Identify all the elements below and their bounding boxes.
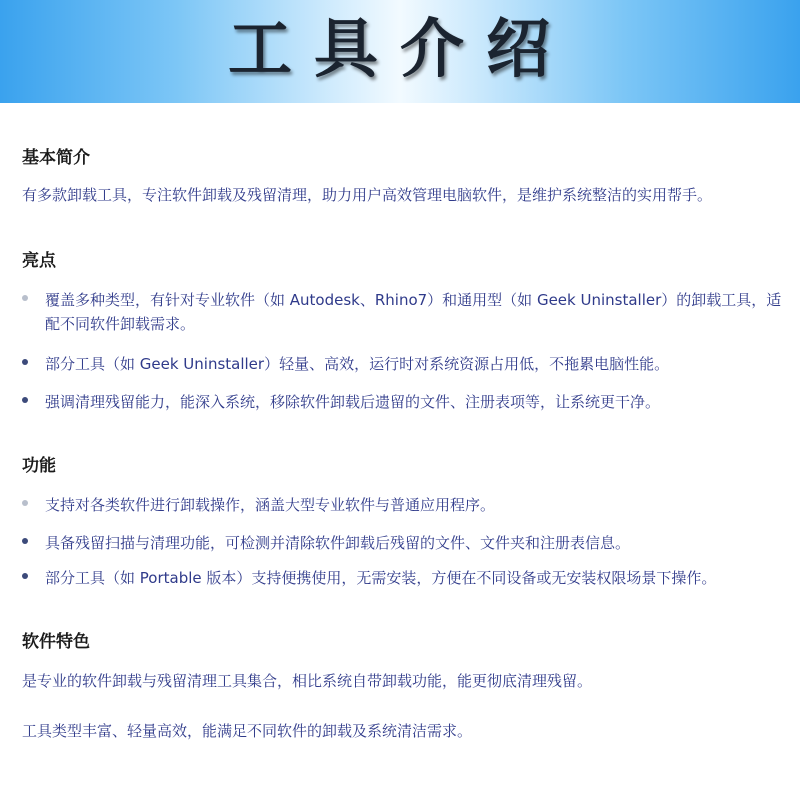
feature-item [22,531,792,555]
bullet-dot-icon [22,295,28,301]
section-title-intro: 基本简介 [22,148,90,168]
characteristics-paragraph: 是专业的软件卸载与残留清理工具集合，相比系统自带卸载功能，能更彻底清理残留。 [22,672,593,690]
feature-item [22,493,792,517]
header-banner [0,0,800,103]
bullet-dot-icon [22,500,28,506]
feature-item [22,566,792,590]
highlight-item-text: 覆盖多种类型，有针对专业软件（如 Autodesk、Rhino7）和通用型（如 Geek Uninstaller）的卸载工具，适配不同软件卸载需求。 [45,291,782,333]
intro-paragraph: 有多款卸载工具，专注软件卸载及残留清理，助力用户高效管理电脑软件，是维护系统整洁的实用帮手。 [22,186,713,204]
section-title-highlights: 亮点 [22,251,56,271]
feature-item-text: 部分工具（如 Portable 版本）支持便携使用，无需安装，方便在不同设备或无安装权限场景下操作。 [45,569,717,587]
feature-item-text: 具备残留扫描与清理功能，可检测并清除软件卸载后残留的文件、文件夹和注册表信息。 [45,534,631,552]
bullet-dot-icon [22,359,28,365]
banner-title: 工具介绍 [228,12,572,87]
characteristics-paragraph: 工具类型丰富、轻量高效，能满足不同软件的卸载及系统清洁需求。 [22,722,473,740]
section-title-features: 功能 [22,456,56,476]
section-title-characteristics: 软件特色 [22,632,90,652]
highlight-item-text: 强调清理残留能力，能深入系统，移除软件卸载后遗留的文件、注册表项等，让系统更干净。 [45,393,661,411]
highlight-item [22,390,792,414]
bullet-dot-icon [22,397,28,403]
bullet-dot-icon [22,538,28,544]
bullet-dot-icon [22,573,28,579]
feature-item-text: 支持对各类软件进行卸载操作，涵盖大型专业软件与普通应用程序。 [45,496,496,514]
highlight-item [22,352,792,376]
highlight-item-text: 部分工具（如 Geek Uninstaller）轻量、高效，运行时对系统资源占用低，不拖累电脑性能。 [45,355,670,373]
highlight-item [22,288,792,336]
